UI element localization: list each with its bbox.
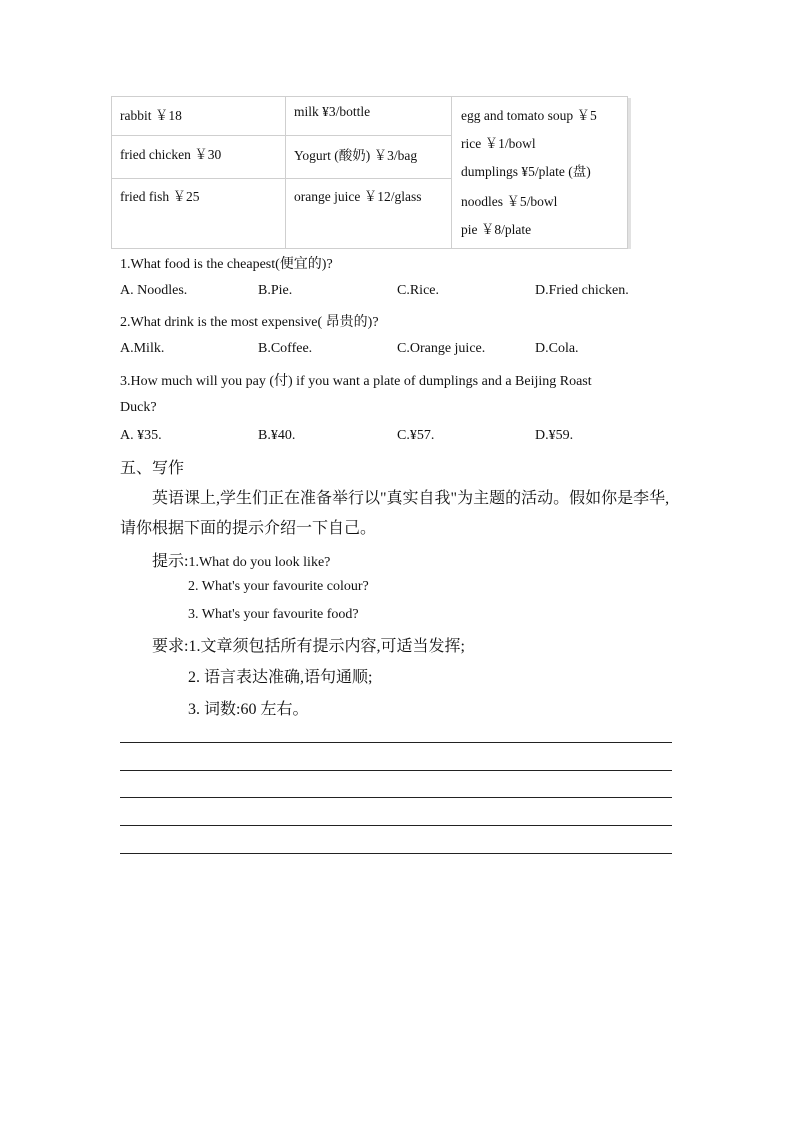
- menu-item-rabbit: rabbit ￥18: [120, 108, 182, 123]
- menu-table: [111, 96, 628, 249]
- menu-item-milk: milk ¥3/bottle: [294, 104, 371, 119]
- requirements-line-1: [152, 633, 465, 656]
- option-b: B.Coffee.: [258, 341, 313, 356]
- hint-3: 3. What's your favourite food?: [188, 607, 359, 622]
- menu-item-fried-fish: fried fish ￥25: [120, 189, 200, 204]
- table-shadow: [628, 98, 631, 249]
- writing-line[interactable]: [120, 742, 672, 743]
- intro-line-2: 请你根据下面的提示介绍一下自己。: [120, 520, 377, 537]
- option-b: B.Pie.: [258, 283, 293, 298]
- question-stem: 2.What drink is the most expensive( 昂贵的)?: [120, 315, 379, 330]
- requirement-3: 3. 词数:60 左右。: [188, 701, 309, 718]
- option-c: C.Rice.: [397, 283, 439, 298]
- option-b: B.¥40.: [258, 428, 296, 443]
- option-d: D.Cola.: [535, 341, 579, 356]
- question-stem: 1.What food is the cheapest(便宜的)?: [120, 257, 333, 272]
- option-d: D.¥59.: [535, 428, 574, 443]
- requirements-label: 要求:: [152, 638, 189, 655]
- question-stem-line1: 3.How much will you pay (付) if you want a plate of dumplings and a Beijing Roast: [120, 374, 592, 389]
- menu-item-fried-chicken: fried chicken ￥30: [120, 147, 222, 162]
- menu-item-soup: egg and tomato soup ￥5: [461, 108, 597, 123]
- menu-item-pie: pie ￥8/plate: [461, 222, 532, 237]
- menu-item-dumplings: dumplings ¥5/plate (盘): [461, 164, 591, 179]
- menu-item-yogurt: Yogurt (酸奶) ￥3/bag: [294, 148, 418, 163]
- hint-1: 1.What do you look like?: [188, 555, 331, 570]
- writing-line[interactable]: [120, 825, 672, 826]
- writing-line[interactable]: [120, 770, 672, 771]
- option-c: C.¥57.: [397, 428, 435, 443]
- hints-label: 提示:: [152, 553, 189, 570]
- menu-item-noodles: noodles ￥5/bowl: [461, 194, 558, 209]
- writing-line[interactable]: [120, 797, 672, 798]
- option-a: A. ¥35.: [120, 428, 162, 443]
- option-a: A. Noodles.: [120, 283, 188, 298]
- requirement-1: 1.文章须包括所有提示内容,可适当发挥;: [188, 638, 465, 655]
- menu-item-orange-juice: orange juice ￥12/glass: [294, 189, 422, 204]
- hint-2: 2. What's your favourite colour?: [188, 579, 369, 594]
- option-a: A.Milk.: [120, 341, 165, 356]
- option-d: D.Fried chicken.: [535, 283, 629, 298]
- intro-line-1: 英语课上,学生们正在准备举行以"真实自我"为主题的活动。假如你是李华,: [152, 490, 670, 507]
- menu-item-rice: rice ￥1/bowl: [461, 136, 536, 151]
- option-c: C.Orange juice.: [397, 341, 486, 356]
- question-stem-line2: Duck?: [120, 400, 157, 415]
- hints-line-1: [152, 548, 330, 571]
- requirement-2: 2. 语言表达准确,语句通顺;: [188, 669, 373, 686]
- writing-line[interactable]: [120, 853, 672, 854]
- section-heading: 五、写作: [120, 460, 185, 477]
